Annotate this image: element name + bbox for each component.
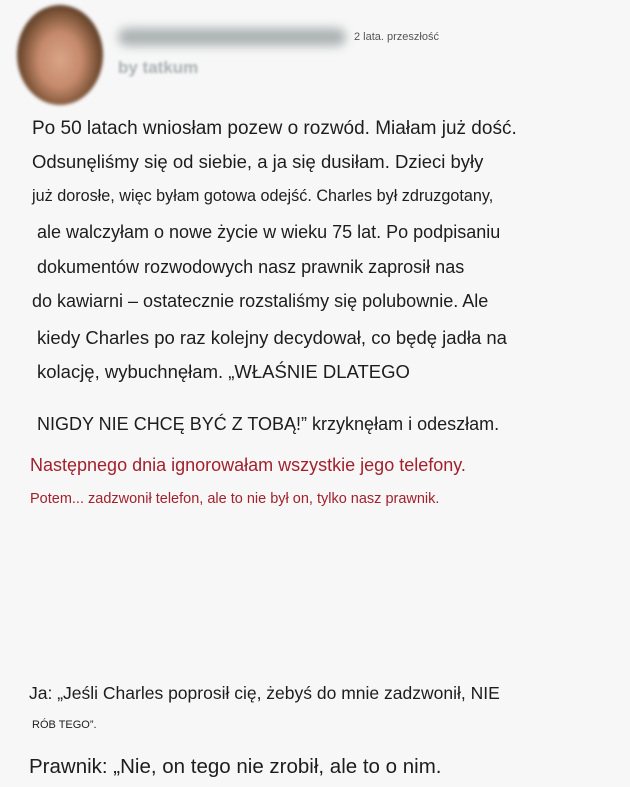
- dialogue-line: Prawnik: „Nie, on tego nie zrobił, ale to o nim.: [29, 755, 442, 778]
- story-line: NIGDY NIE CHCĘ BYĆ Z TOBĄ!” krzyknęłam i odeszłam.: [37, 414, 500, 434]
- story-line: dokumentów rozwodowych nasz prawnik zaprosił nas: [37, 257, 465, 277]
- post-timestamp: 2 lata. przeszłość: [354, 31, 439, 43]
- story-line: kiedy Charles po raz kolejny decydował, co będę jadła na: [37, 327, 507, 348]
- highlight-line: Potem... zadzwonił telefon, ale to nie był on, tylko nasz prawnik.: [30, 491, 440, 507]
- story-line: kolację, wybuchnęłam. „WŁAŚNIE DLATEGO: [37, 361, 410, 382]
- highlight-line: Następnego dnia ignorowałam wszystkie jego telefony.: [30, 455, 466, 475]
- author-subtitle-blurred: by tatkum: [118, 58, 199, 77]
- story-line: ale walczyłam o nowe życie w wieku 75 lat. Po podpisaniu: [37, 222, 501, 242]
- story-line: już dorosłe, więc byłam gotowa odejść. Charles był zdruzgotany,: [32, 187, 494, 205]
- story-line: Odsunęliśmy się od siebie, a ja się dusiłam. Dzieci były: [32, 151, 484, 172]
- dialogue-line: Ja: „Jeśli Charles poprosił cię, żebyś do mnie zadzwonił, NIE: [29, 683, 500, 703]
- avatar[interactable]: [17, 5, 103, 105]
- author-name-blurred[interactable]: [118, 28, 346, 46]
- story-line: do kawiarni – ostatecznie rozstaliśmy się polubownie. Ale: [32, 291, 489, 311]
- story-line: Po 50 latach wniosłam pozew o rozwód. Miałam już dość.: [32, 118, 517, 139]
- dialogue-line: RÓB TEGO”.: [32, 719, 97, 731]
